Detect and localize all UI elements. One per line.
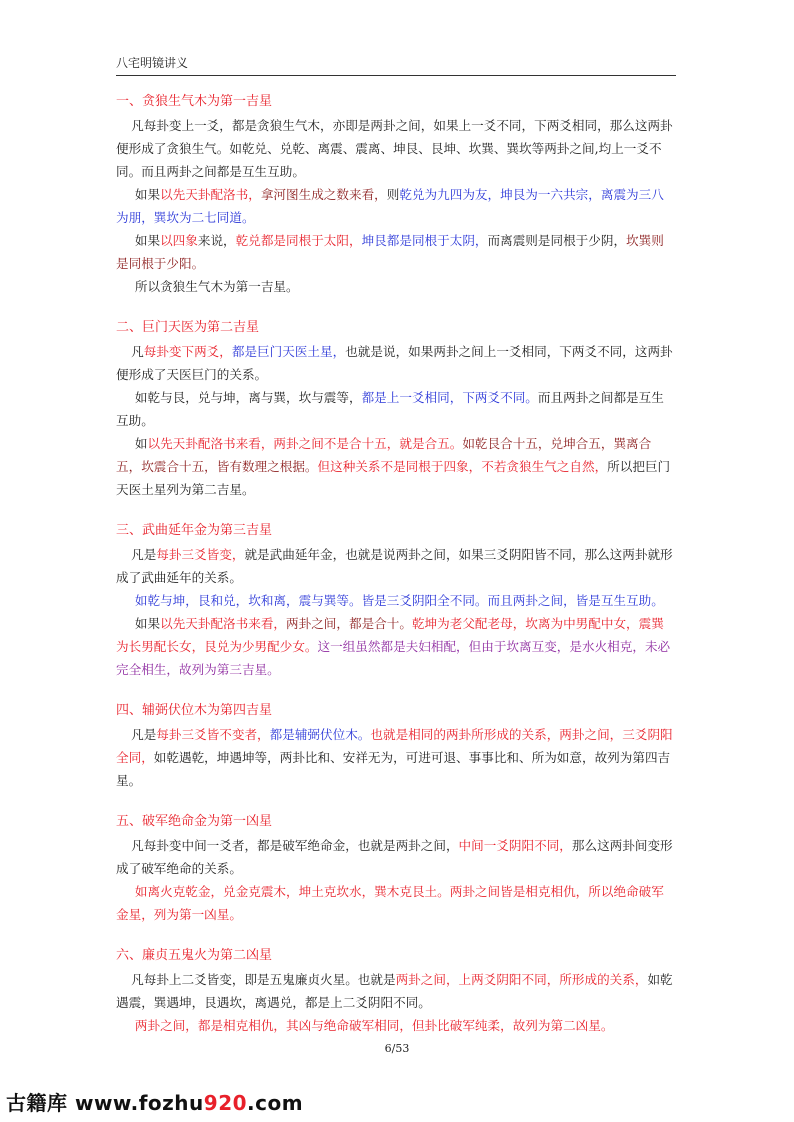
paragraph bbox=[116, 114, 676, 183]
text-run: 坎巽则是同根于少阳。 bbox=[116, 233, 664, 271]
text-run: 如乾艮合十五，兑坤合五，巽离合五，坎震合十五，皆有数理之根据。 bbox=[116, 436, 652, 474]
section-heading: 二、巨门天医为第二吉星 bbox=[116, 320, 260, 335]
section-heading: 六、廉贞五鬼火为第二凶星 bbox=[116, 948, 273, 963]
footer-site-suffix: .com bbox=[247, 1091, 304, 1115]
text-run: 来说， bbox=[197, 233, 236, 248]
text-run: 每卦三爻皆变， bbox=[156, 547, 245, 562]
text-run: 每卦三爻皆不变者， bbox=[156, 727, 270, 742]
text-run: 凡 bbox=[131, 344, 144, 359]
paragraph bbox=[116, 968, 676, 1014]
section-2 bbox=[116, 318, 676, 501]
text-run: 坤艮都是同根于太阴， bbox=[361, 233, 488, 248]
text-run: 那么这两卦间变形成了破军绝命的关系。 bbox=[116, 838, 673, 876]
text-run: 如果 bbox=[134, 187, 161, 202]
text-run: 凡每卦变上一爻，都是贪狼生气木，亦即是两卦之间，如果上一爻不同，下两爻相同，那么这两卦便形成了贪狼生气。如乾兑、兑乾、离震、震离、坤艮、艮坤、坎巽、巽坎等两卦之间,均上一爻不同。而且两卦之间都是互生互助。 bbox=[116, 118, 673, 179]
paragraph bbox=[116, 612, 676, 681]
text-run: 都是巨门天医土星， bbox=[231, 344, 346, 359]
text-run: 以先天卦配洛书来看，两卦之间不是合十五，就是合五。 bbox=[147, 436, 463, 451]
text-run: 也就是相同的两卦所形成的关系，两卦之间，三爻阴阳全同， bbox=[116, 727, 673, 765]
paragraph bbox=[116, 543, 676, 589]
section-heading: 一、贪狼生气木为第一吉星 bbox=[116, 94, 273, 109]
paragraph bbox=[116, 183, 676, 229]
text-run: 这一组虽然都是夫妇相配，但由于坎离互变，是水火相克，未必完全相生，故列为第三吉星。 bbox=[116, 639, 671, 677]
text-run: 则 bbox=[386, 187, 400, 202]
text-run: 但这种关系不是同根于四象，不若贪狼生气之自然， bbox=[317, 459, 608, 474]
document-title: 八宅明镜讲义 bbox=[116, 56, 189, 70]
text-run: 所以贪狼生气木为第一吉星。 bbox=[134, 279, 299, 294]
text-run: 如离火克乾金，兑金克震木，坤土克坎水，巽木克艮土。两卦之间皆是相克相仇，所以绝命破军金星，列为第一凶星。 bbox=[116, 884, 664, 922]
text-run: 如乾遇震，巽遇坤，艮遇坎，离遇兑，都是上二爻阴阳不同。 bbox=[116, 972, 673, 1010]
paragraph bbox=[116, 229, 676, 275]
text-run: 两卦之间，都是合十。 bbox=[286, 616, 412, 631]
text-run: 以先天卦配洛书， bbox=[160, 187, 261, 202]
page-number: 6/53 bbox=[384, 1042, 410, 1055]
text-run: 凡是 bbox=[131, 547, 157, 562]
text-run: 如 bbox=[134, 436, 148, 451]
text-run: 如果 bbox=[134, 616, 161, 631]
text-run: 凡是 bbox=[131, 727, 157, 742]
text-run: 两卦之间，都是相克相仇，其凶与绝命破军相同，但卦比破军纯柔，故列为第二凶星。 bbox=[134, 1018, 614, 1033]
text-run: 乾兑为九四为友，坤艮为一六共宗，离震为三八为朋，巽坎为二七同道。 bbox=[116, 187, 664, 225]
footer-site-number: 920 bbox=[203, 1091, 248, 1115]
text-run: 乾兑都是同根于太阳， bbox=[235, 233, 362, 248]
section-6 bbox=[116, 946, 676, 1037]
document-header bbox=[116, 54, 676, 76]
paragraph bbox=[116, 275, 676, 298]
text-run: 如乾遇乾，坤遇坤等，两卦比和、安祥无为，可进可退、事事比和、所为如意，故列为第四吉星。 bbox=[116, 750, 671, 788]
paragraph bbox=[116, 834, 676, 880]
text-run: 都是辅弼伏位木。 bbox=[269, 727, 371, 742]
text-run: 也就是说，如果两卦之间上一爻相同，下两爻不同，这两卦便形成了天医巨门的关系。 bbox=[116, 344, 673, 382]
text-run: 拿河图生成之数来看， bbox=[260, 187, 387, 202]
section-5 bbox=[116, 812, 676, 926]
section-heading: 四、辅弼伏位木为第四吉星 bbox=[116, 703, 273, 718]
text-run: 如乾与艮，兑与坤，离与巽，坎与震等， bbox=[134, 390, 362, 405]
text-run: 中间一爻阴阳不同， bbox=[458, 838, 572, 853]
paragraph bbox=[116, 340, 676, 386]
watermark-footer bbox=[6, 1087, 303, 1116]
text-run: 每卦变下两爻， bbox=[143, 344, 232, 359]
text-run: 如果 bbox=[134, 233, 161, 248]
text-run: 而且两卦之间都是互生互助。 bbox=[116, 390, 664, 428]
paragraph bbox=[116, 880, 676, 926]
paragraph bbox=[116, 1014, 676, 1037]
text-run: 而离震则是同根于少阴， bbox=[487, 233, 627, 248]
section-4 bbox=[116, 701, 676, 792]
text-run: 凡每卦变中间一爻者，都是破军绝命金，也就是两卦之间， bbox=[131, 838, 459, 853]
text-run: 如乾与坤，艮和兑，坎和离，震与巽等。皆是三爻阴阳全不同。而且两卦之间，皆是互生互助。 bbox=[134, 593, 664, 608]
paragraph bbox=[116, 723, 676, 792]
section-heading: 三、武曲延年金为第三吉星 bbox=[116, 523, 273, 538]
text-run: 乾坤为老父配老母，坎离为中男配中女，震巽为长男配长女，艮兑为少男配少女。 bbox=[116, 616, 664, 654]
section-heading: 五、破军绝命金为第一凶星 bbox=[116, 814, 273, 829]
footer-site-prefix: 古籍库 www.fozhu bbox=[6, 1091, 204, 1115]
text-run: 以四象 bbox=[160, 233, 198, 248]
paragraph bbox=[116, 386, 676, 432]
text-run: 都是上一爻相同，下两爻不同。 bbox=[361, 390, 538, 405]
paragraph bbox=[116, 589, 676, 612]
section-1 bbox=[116, 92, 676, 298]
text-run: 就是武曲延年金，也就是说两卦之间，如果三爻阴阳皆不同，那么这两卦就形成了武曲延年的关系。 bbox=[116, 547, 673, 585]
text-run: 凡每卦上二爻皆变，即是五鬼廉贞火星。也就是 bbox=[131, 972, 396, 987]
paragraph bbox=[116, 432, 676, 501]
text-run: 以先天卦配洛书来看， bbox=[160, 616, 287, 631]
section-3 bbox=[116, 521, 676, 681]
text-run: 两卦之间，上两爻阴阳不同，所形成的关系， bbox=[395, 972, 648, 987]
document-body bbox=[116, 92, 676, 1057]
text-run: 所以把巨门天医土星列为第二吉星。 bbox=[116, 459, 671, 497]
